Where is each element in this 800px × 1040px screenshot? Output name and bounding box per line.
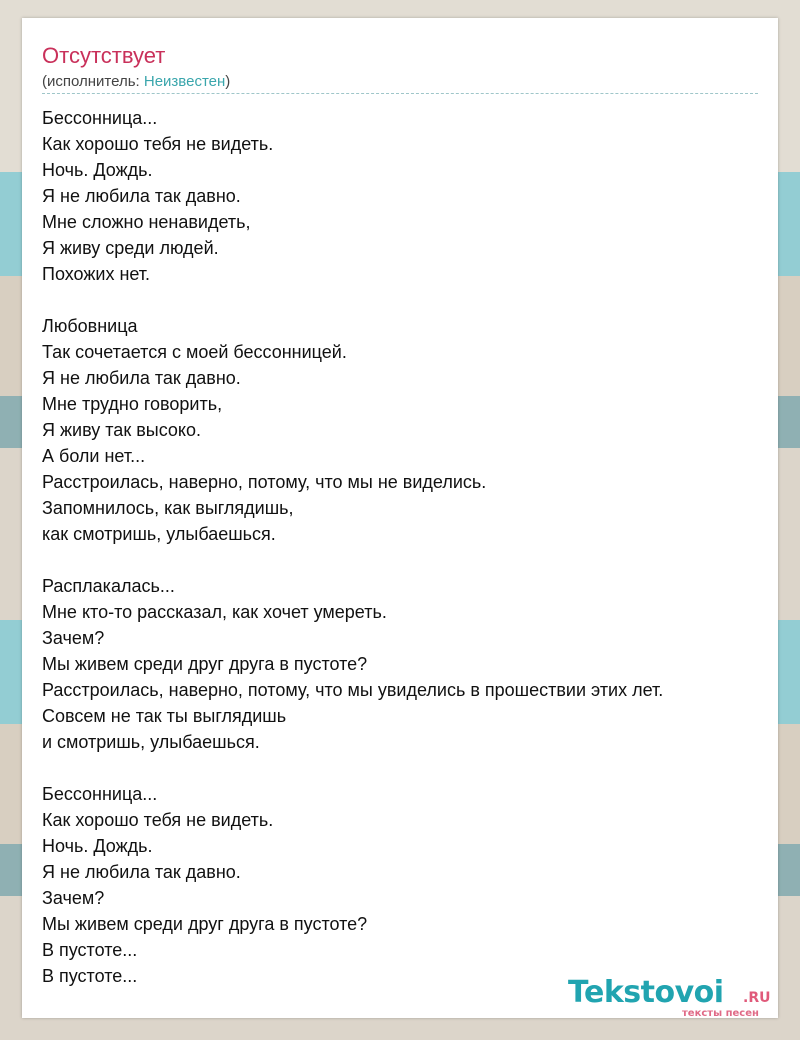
- divider: [42, 93, 758, 94]
- artist-line: [42, 73, 230, 91]
- lyric-line: Я не любила так давно.: [42, 186, 241, 206]
- lyric-line: Ночь. Дождь.: [42, 836, 153, 856]
- lyric-line: Так сочетается с моей бессонницей.: [42, 342, 347, 362]
- lyric-line: Бессонница...: [42, 108, 158, 128]
- stanza-break: [42, 547, 663, 573]
- lyric-line: А боли нет...: [42, 446, 146, 466]
- artist-suffix: ): [225, 73, 231, 90]
- logo-name: Tekstovoi: [568, 975, 724, 1010]
- song-title: Отсутствует: [42, 43, 166, 68]
- artist-prefix: (исполнитель:: [42, 73, 144, 90]
- stanza-break: [42, 287, 663, 313]
- lyric-line: Как хорошо тебя не видеть.: [42, 810, 274, 830]
- logo-tagline: тексты песен: [682, 1008, 759, 1019]
- artist-link[interactable]: Неизвестен: [143, 73, 226, 90]
- lyric-line: Расстроилась, наверно, потому, что мы увиделись в прошествии этих лет.: [42, 680, 664, 700]
- lyric-line: Расстроилась, наверно, потому, что мы не виделись.: [42, 472, 487, 492]
- logo-tld: .RU: [743, 990, 771, 1006]
- lyric-line: Совсем не так ты выглядишь: [42, 706, 287, 726]
- lyric-line: Ночь. Дождь.: [42, 160, 153, 180]
- lyric-line: Я не любила так давно.: [42, 862, 241, 882]
- lyric-line: Мы живем среди друг друга в пустоте?: [42, 654, 368, 674]
- lyric-line: В пустоте...: [42, 940, 138, 960]
- lyrics-text: [42, 105, 663, 989]
- lyric-line: Похожих нет.: [42, 264, 151, 284]
- lyric-line: В пустоте...: [42, 966, 138, 986]
- lyric-line: Я не любила так давно.: [42, 368, 241, 388]
- lyric-line: Мне сложно ненавидеть,: [42, 212, 251, 232]
- lyric-line: Я живу так высоко.: [42, 420, 201, 440]
- lyric-line: Зачем?: [42, 628, 105, 648]
- site-logo[interactable]: [568, 976, 778, 1018]
- lyric-line: Зачем?: [42, 888, 105, 908]
- lyric-line: Мне кто-то рассказал, как хочет умереть.: [42, 602, 387, 622]
- stanza-break: [42, 755, 663, 781]
- lyric-line: Мне трудно говорить,: [42, 394, 223, 414]
- lyric-line: Запомнилось, как выглядишь,: [42, 498, 294, 518]
- lyric-line: Расплакалась...: [42, 576, 175, 596]
- lyric-line: и смотришь, улыбаешься.: [42, 732, 260, 752]
- lyrics-card: [22, 18, 778, 1018]
- lyric-line: Мы живем среди друг друга в пустоте?: [42, 914, 368, 934]
- lyric-line: Любовница: [42, 316, 138, 336]
- lyric-line: Бессонница...: [42, 784, 158, 804]
- lyric-line: Как хорошо тебя не видеть.: [42, 134, 274, 154]
- lyric-line: как смотришь, улыбаешься.: [42, 524, 276, 544]
- lyric-line: Я живу среди людей.: [42, 238, 219, 258]
